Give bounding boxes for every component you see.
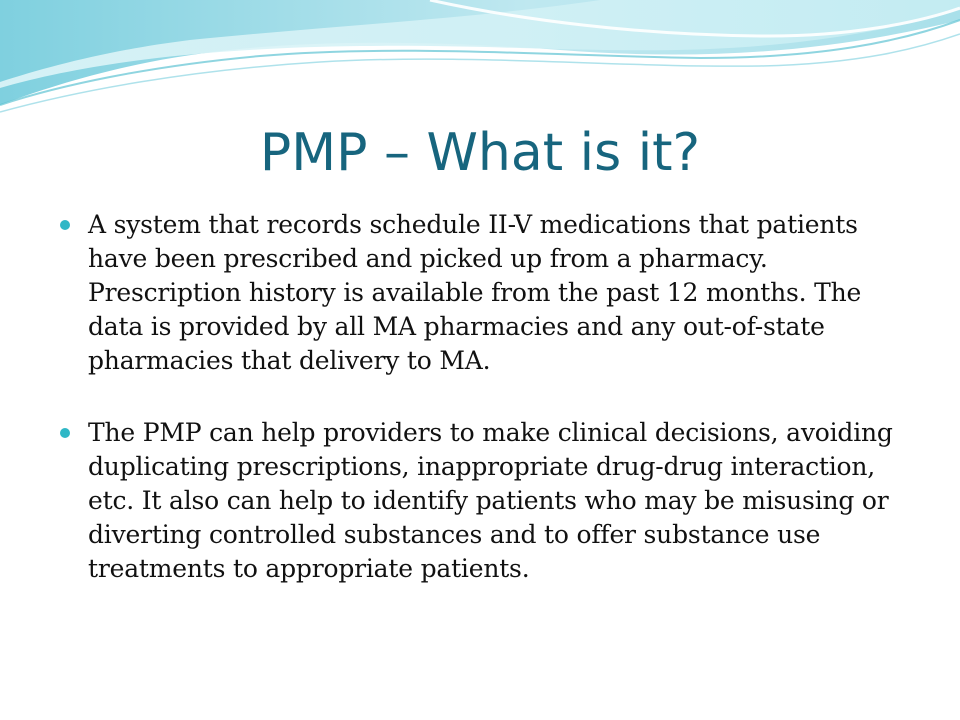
header-wave-decoration xyxy=(0,0,960,120)
bullet-text: A system that records schedule II-V medications that patients have been prescribed and picked up from a pharmacy. Prescription history is available from the past 12 months. The data is provided by all MA pharmacies and any out-of-state pharmacies that delivery to MA. xyxy=(88,210,862,375)
bullet-item xyxy=(58,208,908,378)
slide-title: PMP – What is it? xyxy=(259,123,701,183)
bullet-list xyxy=(58,208,908,586)
bullet-dot-icon xyxy=(60,220,70,230)
bullet-text: The PMP can help providers to make clinical decisions, avoiding duplicating prescriptions, inappropriate drug-drug interaction, etc. It also can help to identify patients who may be misusing or diverting controlled substances and to offer substance use treatments to appropriate patients. xyxy=(88,418,893,583)
bullet-dot-icon xyxy=(60,428,70,438)
bullet-item xyxy=(58,416,908,586)
